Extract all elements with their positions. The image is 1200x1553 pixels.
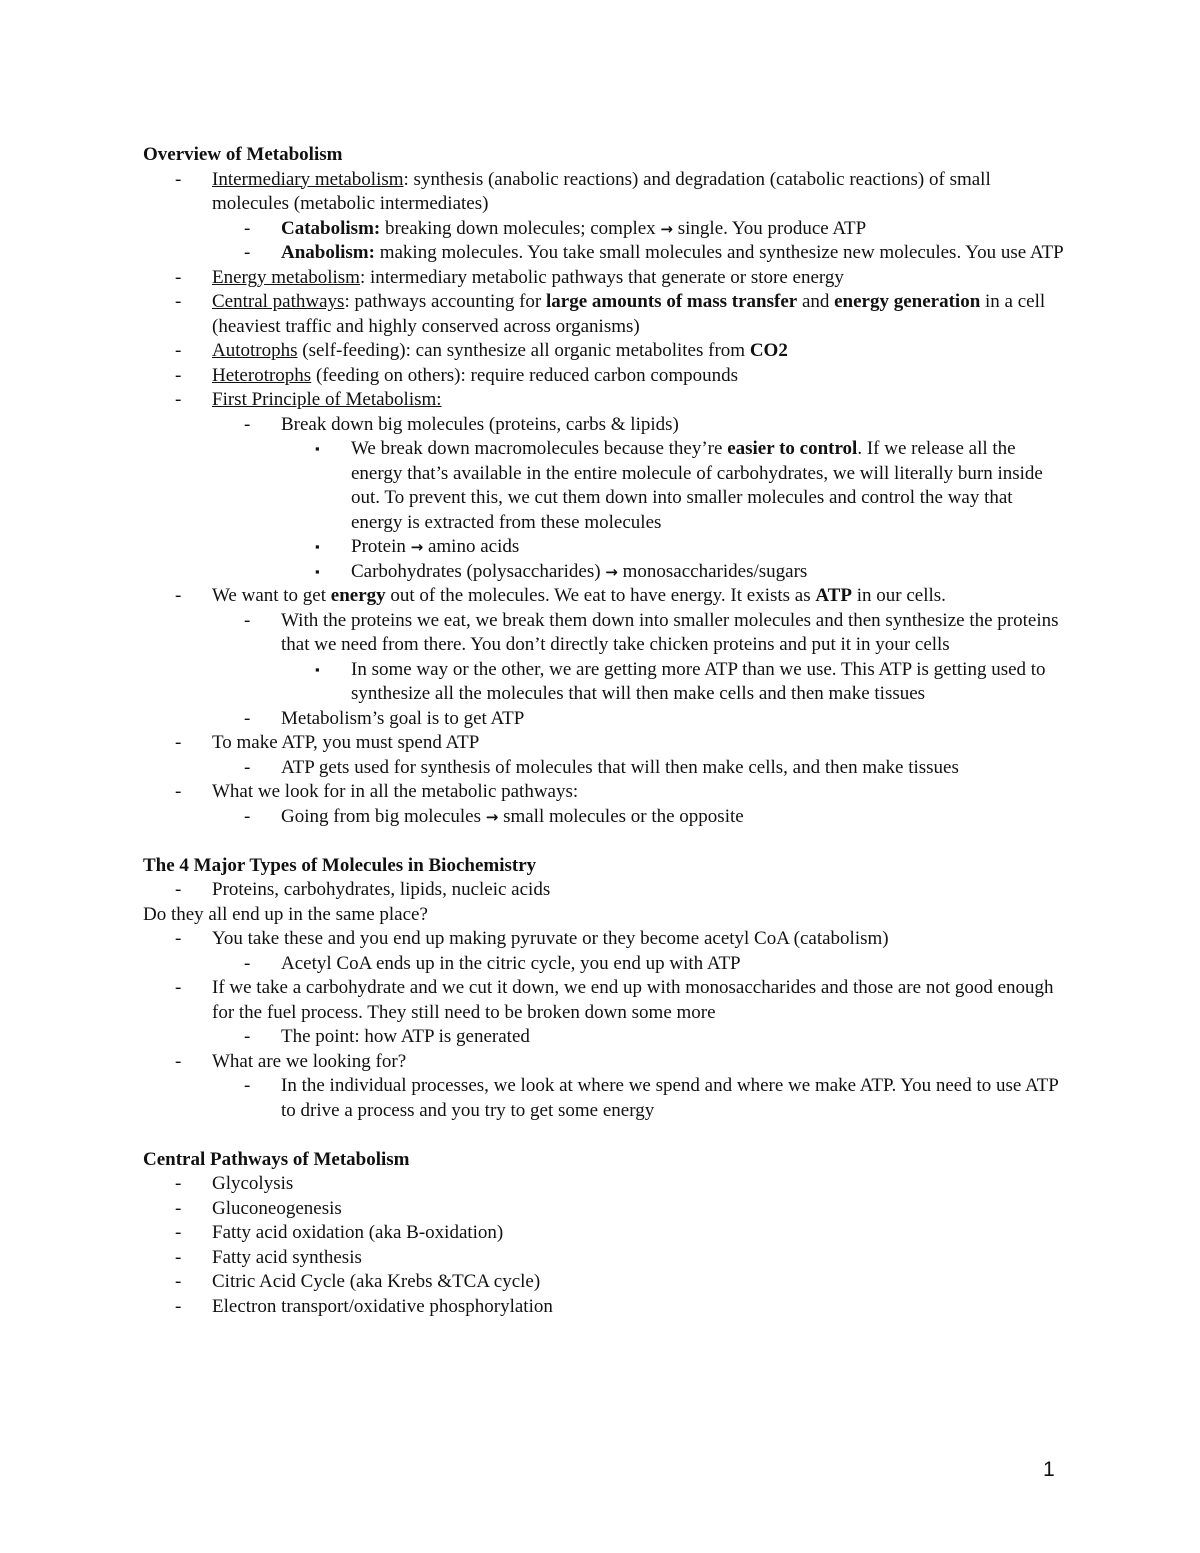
dash-marker: - [175, 168, 182, 190]
dash-marker: - [175, 1246, 182, 1268]
list-item: ▪ In some way or the other, we are getting more ATP than we use. This ATP is getting used to synthesize all the molecules that will then make cells and then make tissues [315, 658, 1046, 704]
list-item: - The point: how ATP is generated [212, 1025, 1068, 1050]
list-item: - What are we looking for? - In the individual processes, we look at where we spend and where we make ATP. You need to use ATP to drive a process and you try to get some energy [143, 1050, 1068, 1124]
dash-marker: - [244, 756, 251, 778]
dash-marker: - [244, 242, 251, 263]
dash-marker: - [175, 1050, 182, 1072]
list-item: ▪ Carbohydrates (polysaccharides) → monosaccharides/sugars [281, 560, 1068, 585]
dash-marker: - [175, 1295, 182, 1317]
list-item: - Fatty acid synthesis [143, 1246, 1068, 1271]
list-item: - What we look for in all the metabolic pathways: - Going from big molecules → small molecules or the opposite [143, 780, 1068, 829]
dash-marker: - [244, 1026, 251, 1047]
list-item: - You take these and you end up making pyruvate or they become acetyl CoA (catabolism) - Acetyl CoA ends up in the citric cycle, you end up with ATP [143, 927, 1068, 976]
dash-marker: - [175, 340, 182, 361]
list-item: - Central pathways: pathways accounting for large amounts of mass transfer and energy generation in a cell (heaviest traffic and highly conserved across organisms) [175, 291, 1046, 337]
arrow-right-icon: → [485, 807, 499, 826]
dash-marker: - [244, 952, 251, 974]
square-bullet-icon: ▪ [315, 441, 320, 456]
list-item: - With the proteins we eat, we break them down into smaller molecules and then synthesize the proteins that we need from there. You don’t directly take chicken proteins and put it in your cells ▪ In some way or the other, we are getting more ATP than we use. This ATP is getting used to synthesize all the molecules that will then make cells and then make tissues [212, 609, 1068, 707]
spacer [143, 1123, 1068, 1148]
square-bullet-icon: ▪ [315, 539, 320, 554]
list-item: - If we take a carbohydrate and we cut it down, we end up with monosaccharides and those are not good enough for the fuel process. They still need to be broken down some more - The point: how ATP is generated [143, 976, 1068, 1050]
list-item: - Fatty acid oxidation (aka B-oxidation) [143, 1221, 1068, 1246]
square-bullet-icon: ▪ [315, 661, 320, 677]
dash-marker: - [175, 977, 182, 998]
list-item: - We want to get energy out of the molecules. We eat to have energy. It exists as ATP in our cells. - With the proteins we eat, we break them down into smaller molecules and then synthesize the proteins that we need from there. You don’t directly take chicken proteins and put it in your cells ▪ In some way or the other, we are getting more ATP than we use. This ATP is getting used to synthesize all the molecules that will then make cells and then make tissues - Metabolism’s goal is to get ATP [143, 584, 1068, 731]
list-item: - Gluconeogenesis [143, 1197, 1068, 1222]
dash-marker: - [244, 805, 251, 827]
list-item: - Electron transport/oxidative phosphorylation [143, 1295, 1068, 1320]
molecule-types-list [143, 878, 1068, 903]
list-item: - ATP gets used for synthesis of molecules that will then make cells, and then make tissues [212, 756, 1068, 781]
list-item: - Catabolism: breaking down molecules; complex → single. You produce ATP [212, 217, 1068, 242]
dash-marker: - [175, 364, 182, 386]
document-content [143, 143, 1068, 1319]
dash-marker: - [175, 266, 182, 288]
section-heading-overview: Overview of Metabolism [143, 144, 343, 165]
dash-marker: - [175, 1271, 182, 1292]
dash-marker: - [244, 413, 251, 435]
section-heading-central-pathways: Central Pathways of Metabolism [143, 1148, 410, 1170]
list-item: ▪ We break down macromolecules because they’re easier to control. If we release all the energy that’s available in the entire molecule of carbohydrates, we will literally burn inside out. To prevent this, we cut them down into smaller molecules and control the way that energy is extracted from these molecules [315, 438, 1043, 533]
list-item: - Intermediary metabolism: synthesis (anabolic reactions) and degradation (catabolic reactions) of small molecules (metabolic intermediates) - Catabolism: breaking down molecules; complex → single. You produce ATP - Anabolism: making molecules. You take small molecules and synthesize new molecules. You use ATP [143, 168, 1068, 266]
dash-marker: - [175, 585, 182, 606]
list-item: - To make ATP, you must spend ATP - ATP gets used for synthesis of molecules that will then make cells, and then make tissues [143, 731, 1068, 780]
list-item: - Energy metabolism: intermediary metabolic pathways that generate or store energy [143, 266, 1068, 291]
list-item: - Anabolism: making molecules. You take small molecules and synthesize new molecules. You use ATP [212, 241, 1068, 266]
list-item: - Proteins, carbohydrates, lipids, nucleic acids [143, 878, 1068, 903]
dash-marker: - [175, 1197, 182, 1219]
dash-marker: - [244, 217, 251, 239]
list-item: ▪ Protein → amino acids [281, 535, 1068, 560]
list-item: - Break down big molecules (proteins, carbs & lipids) ▪ We break down macromolecules because they’re easier to control. If we release all the energy that’s available in the entire molecule of carbohydrates, we will literally burn inside out. To prevent this, we cut them down into smaller molecules and control the way that energy is extracted from these molecules ▪ Protein → amino acids ▪ Carbohydrates (polysaccharides) → monosaccharides/sugars [212, 413, 1068, 585]
dash-marker: - [175, 1173, 182, 1194]
central-pathways-list [143, 1172, 1068, 1319]
dash-marker: - [175, 928, 182, 949]
square-bullet-icon: ▪ [315, 563, 320, 579]
spacer [143, 829, 1068, 854]
list-item: - First Principle of Metabolism: - Break down big molecules (proteins, carbs & lipids) ▪ We break down macromolecules because they’re easier to control. If we release all the energy that’s available in the entire molecule of carbohydrates, we will literally burn inside out. To prevent this, we cut them down into smaller molecules and control the way that energy is extracted from these molecules ▪ Protein → amino acids ▪ Carbohydrates (polysaccharides) → monosaccharides/sugars [143, 388, 1068, 584]
dash-marker: - [175, 1222, 182, 1243]
list-item: - Going from big molecules → small molecules or the opposite [212, 805, 1068, 830]
arrow-right-icon: → [605, 562, 618, 581]
dash-marker: - [175, 389, 182, 410]
dash-marker: - [175, 732, 182, 753]
dash-marker: - [244, 609, 251, 631]
page-number: 1 [1043, 1458, 1055, 1481]
question-text: Do they all end up in the same place? [143, 903, 428, 925]
arrow-right-icon: → [410, 538, 424, 556]
catabolism-list [143, 927, 1068, 1123]
list-item: - In the individual processes, we look at where we spend and where we make ATP. You need to use ATP to drive a process and you try to get some energy [244, 1075, 1059, 1121]
overview-list [143, 168, 1068, 830]
list-item: - Glycolysis [143, 1172, 1068, 1197]
list-item: - Metabolism’s goal is to get ATP [212, 707, 1068, 732]
dash-marker: - [175, 291, 182, 312]
list-item: - Citric Acid Cycle (aka Krebs &TCA cycle) [143, 1270, 1068, 1295]
dash-marker: - [244, 707, 251, 729]
list-item: - Acetyl CoA ends up in the citric cycle, you end up with ATP [212, 952, 1068, 977]
dash-marker: - [244, 1075, 251, 1096]
list-item: - Heterotrophs (feeding on others): require reduced carbon compounds [143, 364, 1068, 389]
dash-marker: - [175, 781, 182, 802]
arrow-right-icon: → [660, 219, 673, 238]
section-heading-molecule-types: The 4 Major Types of Molecules in Biochemistry [143, 854, 537, 876]
dash-marker: - [175, 879, 182, 900]
list-item: - Autotrophs (self-feeding): can synthesize all organic metabolites from CO2 [143, 339, 1068, 364]
